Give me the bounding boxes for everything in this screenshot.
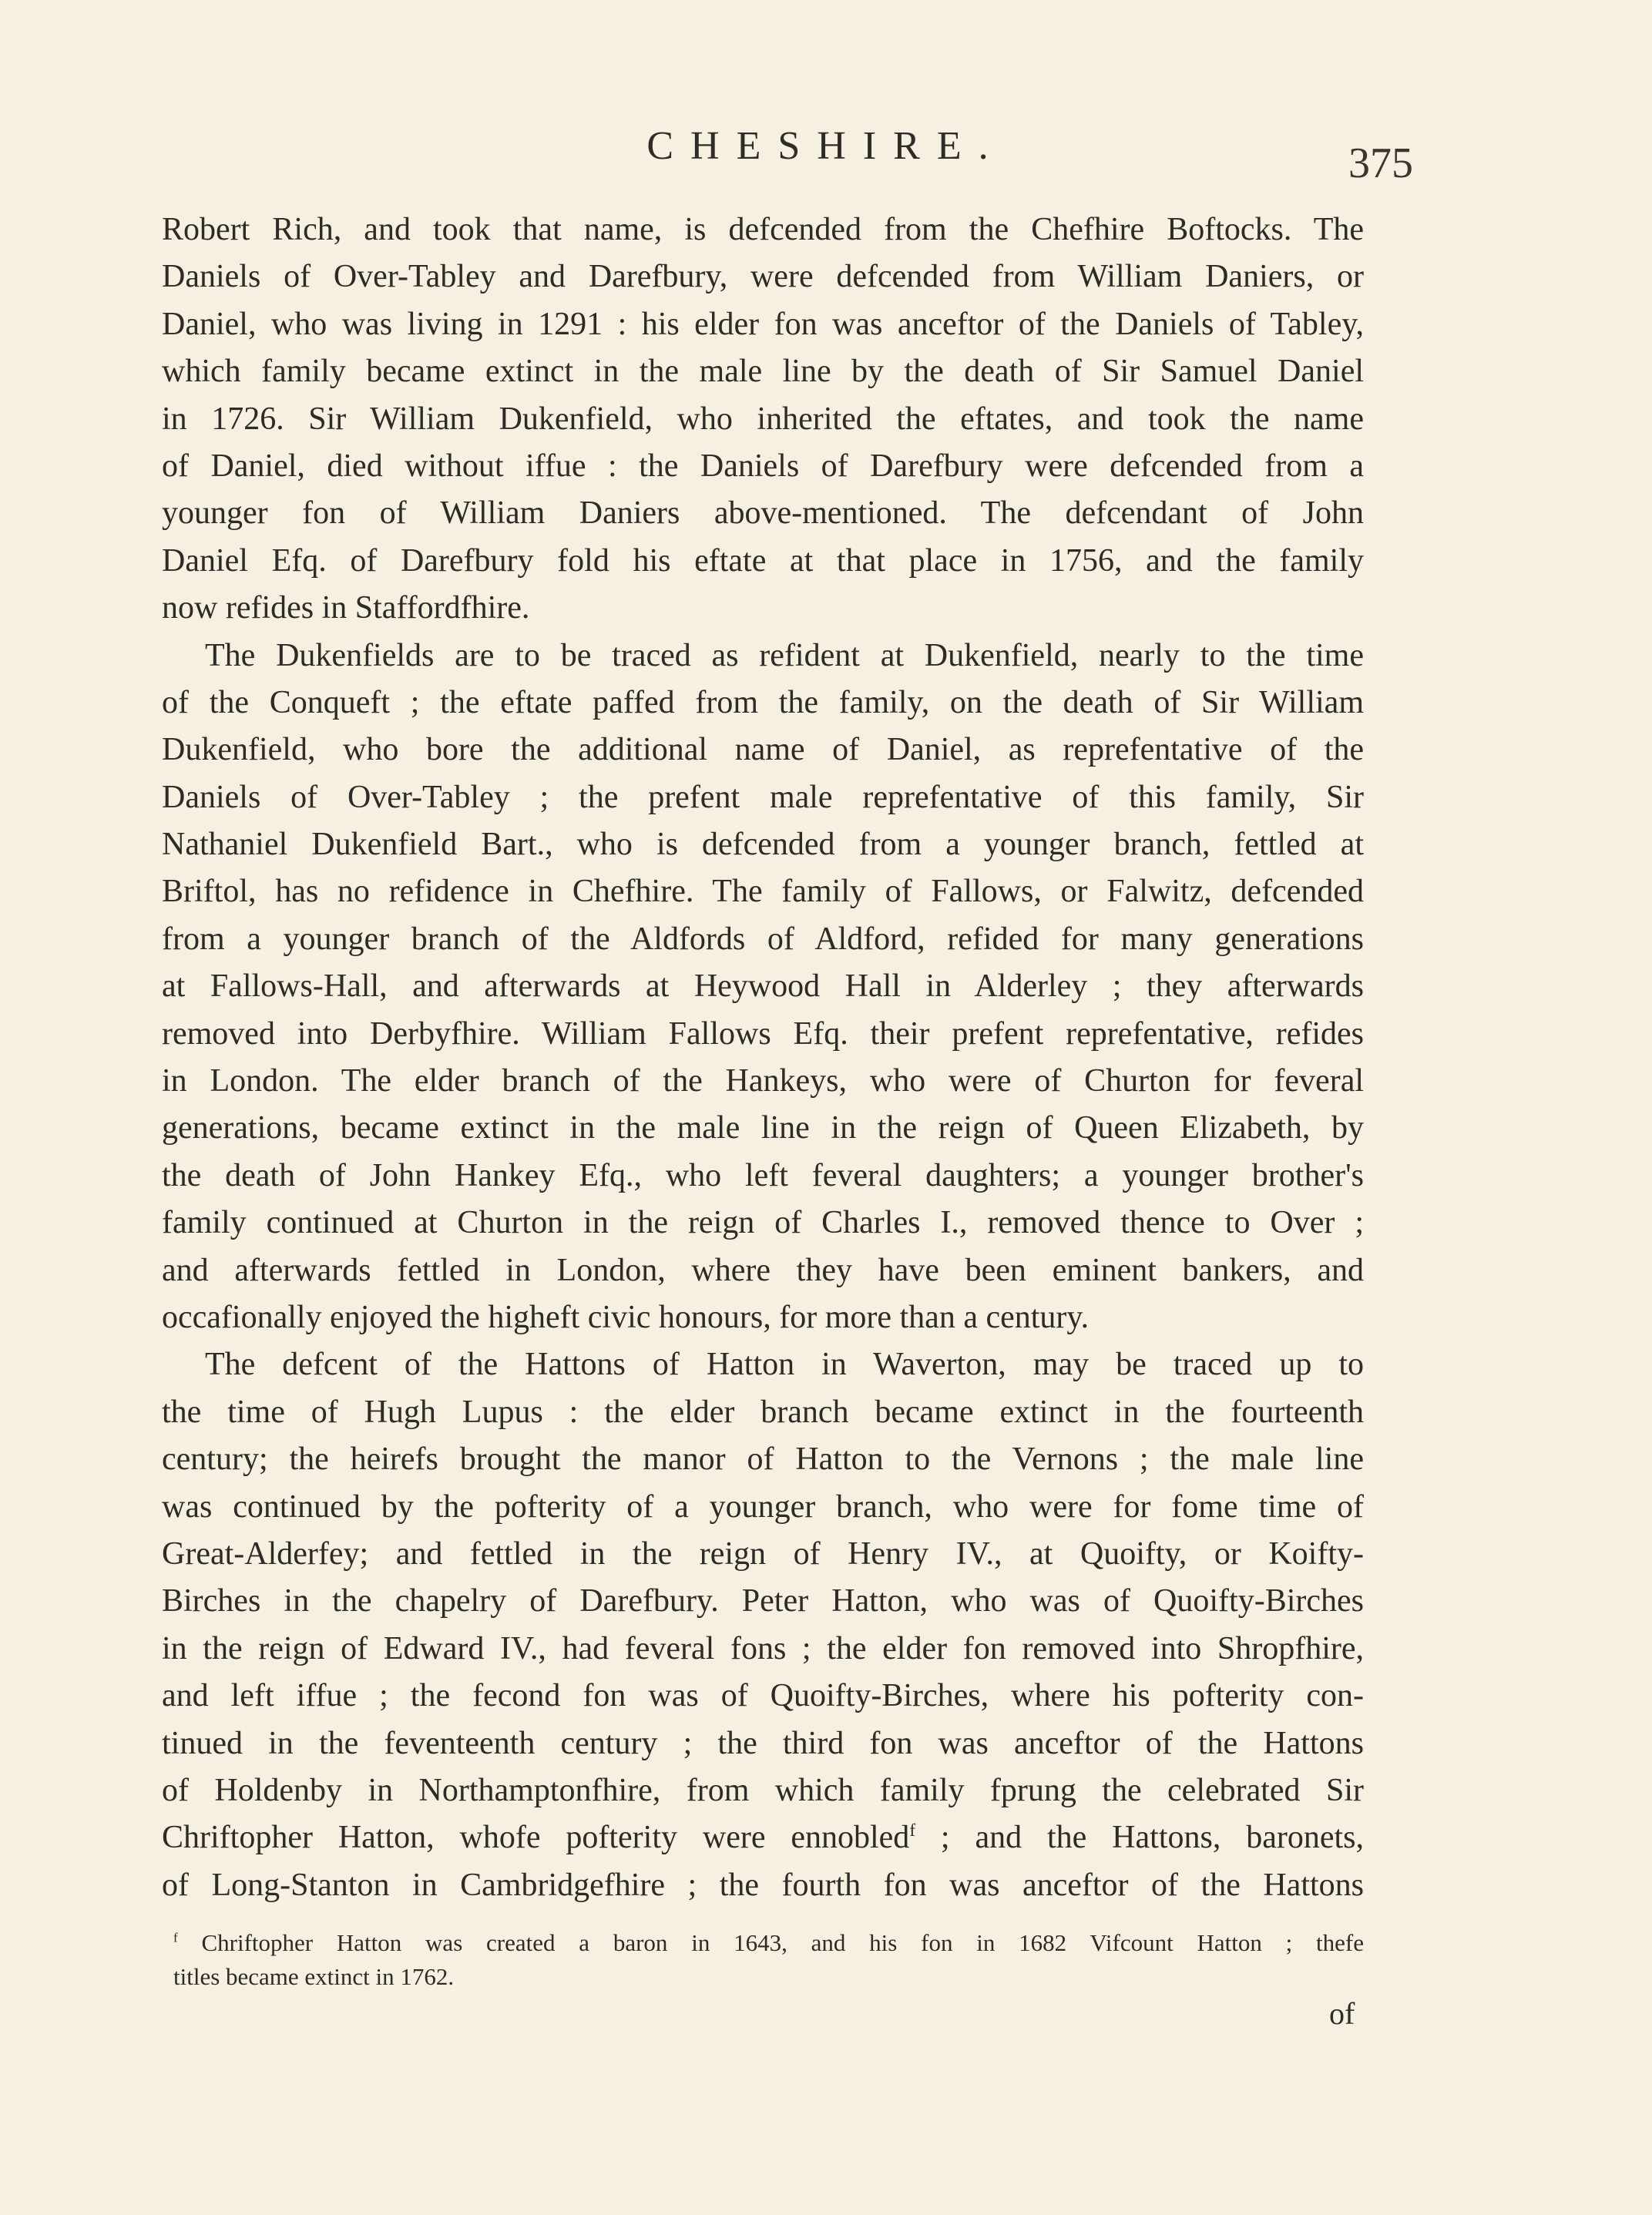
text-segment: ; and the Hattons, baronets, — [940, 1820, 1364, 1856]
text-line: occafionally enjoyed the higheft civic honours, for more than a century. — [162, 1299, 1090, 1335]
footnote-line: titles became extinct in 1762. — [173, 1963, 455, 1990]
footnotes — [173, 1926, 1364, 1994]
page-number: 375 — [1348, 139, 1413, 187]
paragraph-start-line: The defcent of the Hattons of Hatton in Waverton, may be traced up to — [205, 1347, 1364, 1383]
text-line: Briftol, has no refidence in Chefhire. The family of Fallows, or Falwitz, defcended — [162, 874, 1364, 910]
text-line: Daniel, who was living in 1291 : his elder fon was anceftor of the Daniels of Tabley, — [162, 306, 1364, 342]
text-line: Birches in the chapelry of Darefbury. Peter Hatton, who was of Quoifty-Birches — [162, 1583, 1364, 1619]
text-line: now refides in Staffordfhire. — [162, 590, 530, 626]
text-line: younger fon of William Daniers above-mentioned. The defcendant of John — [162, 495, 1364, 532]
text-line: Nathaniel Dukenfield Bart., who is defcended from a younger branch, fettled at — [162, 827, 1364, 863]
text-line: was continued by the pofterity of a younger branch, who were for fome time of — [162, 1488, 1364, 1525]
text-line: of Long-Stanton in Cambridgefhire ; the fourth fon was anceftor of the Hattons — [162, 1867, 1364, 1903]
text-line: of Daniel, died without iffue : the Daniels of Darefbury were defcended from a — [162, 448, 1364, 484]
text-line: the death of John Hankey Efq., who left feveral daughters; a younger brother's — [162, 1157, 1364, 1193]
text-line: Daniels of Over-Tabley ; the prefent male reprefentative of this family, Sir — [162, 779, 1364, 815]
text-line: tinued in the feventeenth century ; the third fon was anceftor of the Hattons — [162, 1725, 1364, 1761]
text-line: century; the heirefs brought the manor of Hatton to the Vernons ; the male line — [162, 1441, 1364, 1478]
text-line: and left iffue ; the fecond fon was of Quoifty-Birches, where his pofterity con- — [162, 1678, 1364, 1714]
text-line: family continued at Churton in the reign of Charles I., removed thence to Over ; — [162, 1205, 1364, 1241]
text-line: in London. The elder branch of the Hankeys, who were of Churton for feveral — [162, 1063, 1364, 1099]
text-line: Dukenfield, who bore the additional name of Daniel, as reprefentative of the — [162, 732, 1364, 768]
running-title: CHESHIRE. — [646, 124, 1006, 168]
text-line: in 1726. Sir William Dukenfield, who inherited the eftates, and took the name — [162, 401, 1364, 437]
text-line: the time of Hugh Lupus : the elder branch became extinct in the fourteenth — [162, 1394, 1364, 1430]
catchword: of — [1329, 1996, 1355, 2031]
text-segment: Chriftopher Hatton, whofe pofterity were ennobled — [162, 1820, 910, 1856]
text-line: and afterwards fettled in London, where they have been eminent bankers, and — [162, 1252, 1364, 1288]
text-line: of Holdenby in Northamptonfhire, from which family fprung the celebrated Sir — [162, 1772, 1364, 1808]
footnote-line — [173, 1926, 1364, 1960]
footnote-reference: f — [909, 1820, 916, 1841]
text-line: which family became extinct in the male line by the death of Sir Samuel Daniel — [162, 354, 1364, 390]
text-line: of the Conqueft ; the eftate paffed from the family, on the death of Sir William — [162, 684, 1364, 720]
text-line: Robert Rich, and took that name, is defcended from the Chefhire Boftocks. The — [162, 212, 1364, 247]
paragraph-start-line: The Dukenfields are to be traced as refident at Dukenfield, nearly to the time — [205, 637, 1364, 673]
text-line: at Fallows-Hall, and afterwards at Heywood Hall in Alderley ; they afterwards — [162, 968, 1364, 1005]
text-line: Great-Alderfey; and fettled in the reign of Henry IV., at Quoifty, or Koifty- — [162, 1535, 1364, 1572]
text-line: from a younger branch of the Aldfords of Aldford, refided for many generations — [162, 921, 1364, 957]
body-text — [162, 206, 1364, 1909]
text-line: Daniel Efq. of Darefbury fold his eftate at that place in 1756, and the family — [162, 542, 1364, 579]
text-line: generations, became extinct in the male line in the reign of Queen Elizabeth, by — [162, 1110, 1364, 1146]
text-line-with-footnote-ref — [162, 1814, 1364, 1861]
text-line: Daniels of Over-Tabley and Darefbury, were defcended from William Daniers, or — [162, 259, 1364, 295]
footnote-text: Chriftopher Hatton was created a baron in 1643, and his fon in 1682 Vifcount Hatton ; thefe — [201, 1929, 1365, 1956]
text-line: removed into Derbyfhire. William Fallows Efq. their prefent reprefentative, refides — [162, 1015, 1364, 1052]
text-line: in the reign of Edward IV., had feveral fons ; the elder fon removed into Shropfhire, — [162, 1630, 1364, 1666]
footnote-marker: f — [173, 1930, 178, 1945]
